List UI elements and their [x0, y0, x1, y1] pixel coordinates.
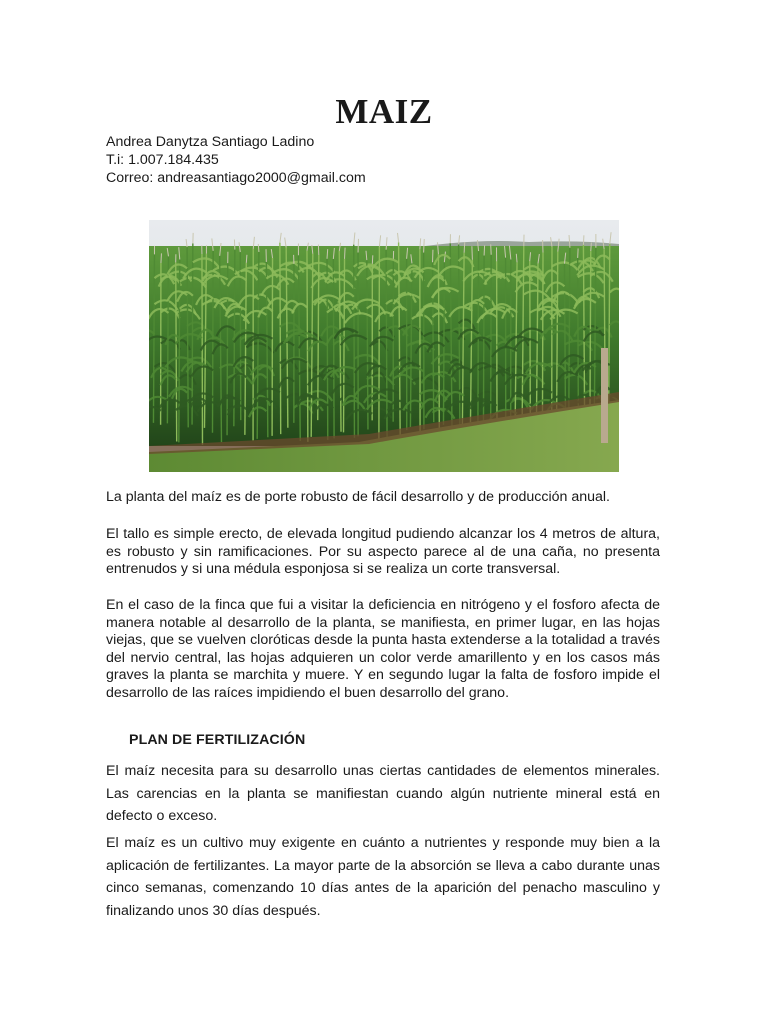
author-info	[106, 133, 366, 187]
paragraph-intro: La planta del maíz es de porte robusto de fácil desarrollo y de producción anual.	[106, 489, 610, 505]
author-id: T.i: 1.007.184.435	[106, 152, 219, 168]
cornfield-photo	[149, 220, 619, 472]
section-heading: PLAN DE FERTILIZACIÓN	[129, 732, 306, 748]
paragraph-stem: El tallo es simple erecto, de elevada longitud pudiendo alcanzar los 4 metros de altura, es robusto y sin ramificaciones. Por su aspecto parece al de una caña, no presenta entrenudos y si una médula esponjosa si se realiza un corte transversal.	[106, 526, 660, 577]
document-title: MAIZ	[335, 92, 433, 131]
paragraph-deficiency: En el caso de la finca que fui a visitar la deficiencia en nitrógeno y el fosforo afecta de manera notable al desarrollo de la planta, se manifiesta, en primer lugar, en las hojas viejas, que se vuelven cloróticas desde la punta hasta extenderse a la totalidad a través del nervio central, las hojas adquieren un color verde amarillento y en los casos más graves la planta se marchita y muere. Y en segundo lugar la falta de fosforo impide el desarrollo de las raíces impidiendo el buen desarrollo del grano.	[106, 597, 660, 701]
paragraph-minerals: El maíz necesita para su desarrollo unas ciertas cantidades de elementos minerales. Las carencias en la planta se manifiestan cuando algún nutriente mineral está en defecto o exceso.	[106, 763, 660, 824]
author-name: Andrea Danytza Santiago Ladino	[106, 134, 315, 150]
paragraph-fertilizer: El maíz es un cultivo muy exigente en cuánto a nutrientes y responde muy bien a la aplicación de fertilizantes. La mayor parte de la absorción se lleva a cabo durante unas cinco semanas, comenzando 10 días antes de la aparición del penacho masculino y finalizando unos 30 días después.	[106, 835, 660, 919]
author-email: Correo: andreasantiago2000@gmail.com	[106, 170, 366, 186]
